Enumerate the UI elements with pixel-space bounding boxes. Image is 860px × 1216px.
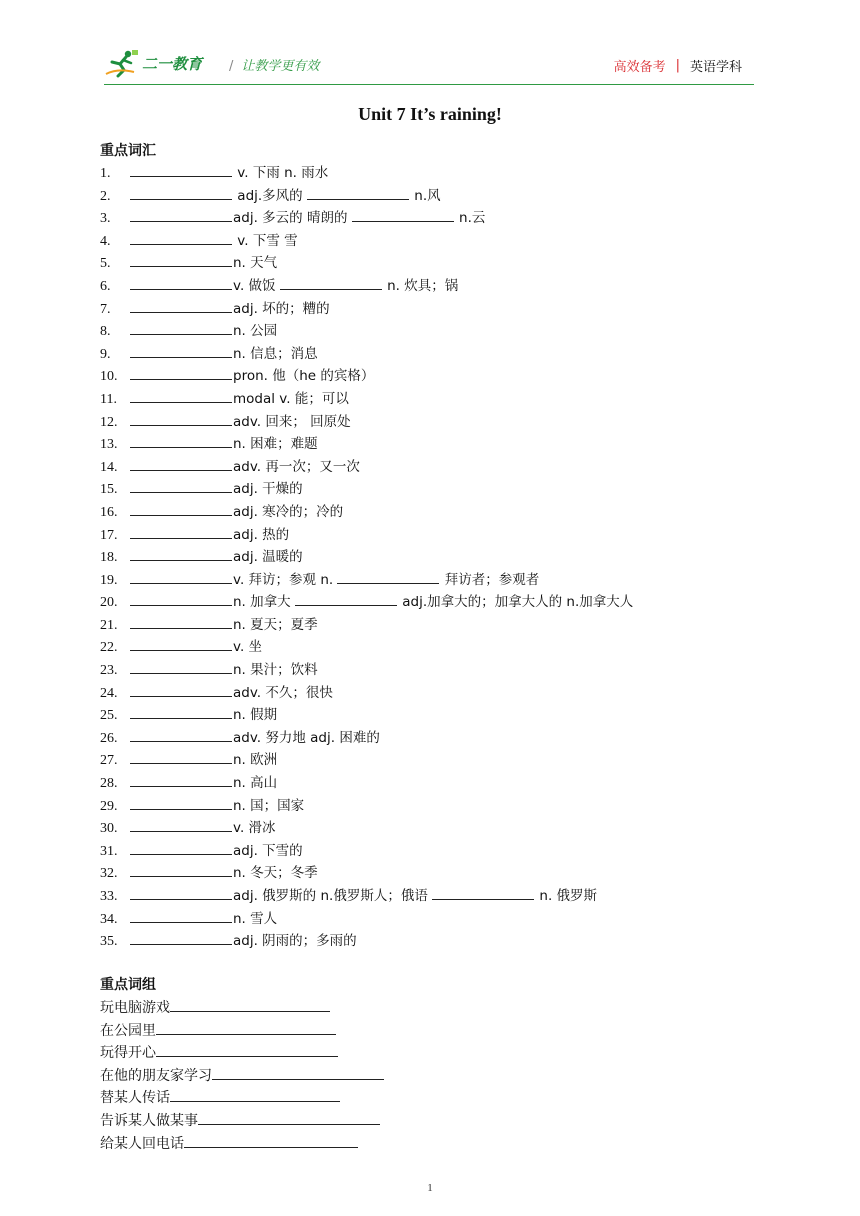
vocab-number: 28.	[100, 776, 118, 792]
vocab-item	[100, 817, 760, 840]
vocab-definition: n.云	[454, 210, 486, 227]
header-tag: 高效备考	[613, 60, 666, 75]
answer-blank[interactable]	[130, 388, 232, 403]
vocab-number: 35.	[100, 934, 118, 950]
vocab-item	[100, 230, 760, 253]
header-divider	[104, 84, 754, 85]
phrase-item	[100, 1020, 384, 1043]
vocab-number: 34.	[100, 911, 118, 927]
answer-blank[interactable]	[280, 275, 382, 290]
vocab-definition: adj. 阴雨的；多雨的	[233, 933, 357, 950]
vocab-number: 15.	[100, 482, 118, 498]
vocab-definition: n. 果汁；饮料	[233, 662, 318, 679]
vocab-number: 7.	[100, 301, 111, 317]
vocab-list	[100, 162, 760, 953]
vocab-number: 25.	[100, 708, 118, 724]
phrase-list	[100, 997, 384, 1155]
answer-blank[interactable]	[130, 930, 232, 945]
answer-blank[interactable]	[130, 411, 232, 426]
vocab-definition: n. 高山	[233, 775, 278, 792]
vocab-item	[100, 343, 760, 366]
vocab-definition: v. 坐	[233, 639, 263, 656]
answer-blank[interactable]	[130, 524, 232, 539]
answer-blank[interactable]	[212, 1065, 384, 1080]
vocab-number: 11.	[100, 391, 117, 407]
phrase-text: 告诉某人做某事	[100, 1112, 198, 1129]
vocab-item	[100, 840, 760, 863]
phrase-item	[100, 997, 384, 1020]
vocab-number: 21.	[100, 617, 118, 633]
vocab-number: 19.	[100, 572, 118, 588]
vocab-definition: n. 欧洲	[233, 752, 278, 769]
vocab-item	[100, 659, 760, 682]
answer-blank[interactable]	[130, 772, 232, 787]
phrase-text: 在公园里	[100, 1022, 156, 1039]
vocab-definition: n.风	[409, 187, 441, 204]
vocab-item	[100, 636, 760, 659]
vocab-definition: modal v. 能；可以	[233, 390, 349, 407]
answer-blank[interactable]	[184, 1133, 358, 1148]
answer-blank[interactable]	[170, 1087, 340, 1102]
vocab-definition: n. 假期	[233, 707, 278, 724]
phrase-text: 玩得开心	[100, 1045, 156, 1062]
vocab-heading: 重点词汇	[100, 143, 156, 159]
vocab-item	[100, 885, 760, 908]
vocab-number: 13.	[100, 437, 118, 453]
answer-blank[interactable]	[130, 185, 232, 200]
answer-blank[interactable]	[130, 682, 232, 697]
vocab-item	[100, 365, 760, 388]
vocab-definition: adv. 再一次；又一次	[233, 458, 360, 475]
answer-blank[interactable]	[130, 298, 232, 313]
vocab-definition: adj. 干燥的	[233, 481, 303, 498]
answer-blank[interactable]	[130, 569, 232, 584]
answer-blank[interactable]	[295, 591, 397, 606]
vocab-item	[100, 772, 760, 795]
answer-blank[interactable]	[130, 230, 232, 245]
vocab-item	[100, 682, 760, 705]
answer-blank[interactable]	[130, 433, 232, 448]
page-number: 1	[427, 1182, 433, 1194]
vocab-number: 16.	[100, 504, 118, 520]
answer-blank[interactable]	[170, 997, 330, 1012]
answer-blank[interactable]	[130, 727, 232, 742]
vocab-item	[100, 433, 760, 456]
phrase-text: 给某人回电话	[100, 1135, 184, 1152]
answer-blank[interactable]	[130, 862, 232, 877]
runner-icon	[104, 48, 140, 78]
vocab-item	[100, 411, 760, 434]
answer-blank[interactable]	[130, 275, 232, 290]
vocab-number: 12.	[100, 414, 118, 430]
answer-blank[interactable]	[130, 591, 232, 606]
vocab-number: 32.	[100, 866, 118, 882]
answer-blank[interactable]	[432, 885, 534, 900]
phrase-item	[100, 1087, 384, 1110]
vocab-definition: n. 炊具；锅	[382, 277, 459, 294]
phrase-item	[100, 1042, 384, 1065]
vocab-number: 31.	[100, 843, 118, 859]
vocab-item	[100, 591, 760, 614]
vocab-definition: v. 做饭	[233, 277, 280, 294]
answer-blank[interactable]	[130, 817, 232, 832]
vocab-item	[100, 614, 760, 637]
vocab-item	[100, 478, 760, 501]
vocab-definition: adj. 寒冷的；冷的	[233, 503, 344, 520]
vocab-definition: n. 天气	[233, 255, 278, 272]
vocab-definition: adj. 俄罗斯的 n.俄罗斯人；俄语	[233, 888, 433, 904]
vocab-number: 8.	[100, 324, 111, 340]
vocab-definition: adj. 热的	[233, 526, 290, 543]
vocab-item	[100, 207, 760, 230]
slogan	[229, 55, 319, 74]
vocab-definition: adv. 不久；很快	[233, 684, 333, 701]
vocab-number: 18.	[100, 550, 118, 566]
vocab-number: 10.	[100, 369, 118, 385]
vocab-definition: adj. 下雪的	[233, 842, 303, 859]
vocab-item	[100, 298, 760, 321]
header-right	[614, 56, 742, 75]
phrase-item	[100, 1065, 384, 1088]
vocab-number: 3.	[100, 211, 111, 227]
answer-blank[interactable]	[130, 659, 232, 674]
vocab-item	[100, 930, 760, 953]
vocab-definition: adj.加拿大的；加拿大人的 n.加拿大人	[397, 594, 634, 611]
vocab-definition: n. 困难；难题	[233, 436, 318, 453]
answer-blank[interactable]	[156, 1020, 336, 1035]
vocab-item	[100, 185, 760, 208]
vocab-item	[100, 162, 760, 185]
answer-blank[interactable]	[130, 704, 232, 719]
vocab-definition: pron. 他（he 的宾格）	[233, 368, 375, 385]
vocab-definition: n. 夏天；夏季	[233, 616, 318, 633]
vocab-item	[100, 546, 760, 569]
phrase-text: 替某人传话	[100, 1090, 170, 1107]
vocab-item	[100, 320, 760, 343]
vocab-number: 4.	[100, 233, 111, 249]
vocab-item	[100, 388, 760, 411]
answer-blank[interactable]	[130, 840, 232, 855]
vocab-item	[100, 727, 760, 750]
vocab-number: 6.	[100, 278, 111, 294]
answer-blank[interactable]	[130, 636, 232, 651]
vocab-number: 20.	[100, 595, 118, 611]
vocab-number: 29.	[100, 798, 118, 814]
answer-blank[interactable]	[130, 546, 232, 561]
vocab-item	[100, 704, 760, 727]
answer-blank[interactable]	[130, 749, 232, 764]
vocab-number: 23.	[100, 663, 118, 679]
slogan-separator: /	[229, 59, 234, 74]
vocab-definition: v. 滑冰	[233, 820, 276, 837]
vocab-definition: v. 下雨 n. 雨水	[233, 165, 329, 181]
vocab-definition: adj. 多云的 晴朗的	[233, 210, 352, 227]
vocab-item	[100, 862, 760, 885]
vocab-definition: adv. 努力地 adj. 困难的	[233, 729, 380, 746]
answer-blank[interactable]	[130, 343, 232, 358]
vocab-definition: n. 公园	[233, 323, 278, 340]
vocab-definition: v. 下雪 雪	[233, 232, 298, 249]
vocab-definition: adj. 坏的；糟的	[233, 300, 330, 317]
vocab-number: 5.	[100, 256, 111, 272]
answer-blank[interactable]	[337, 569, 439, 584]
page-title: Unit 7 It’s raining!	[358, 104, 502, 124]
vocab-number: 9.	[100, 346, 111, 362]
vocab-number: 2.	[100, 188, 111, 204]
vocab-number: 24.	[100, 685, 118, 701]
answer-blank[interactable]	[130, 162, 232, 177]
vocab-item	[100, 524, 760, 547]
logo-text: 二一教育	[142, 54, 203, 73]
vocab-item	[100, 275, 760, 298]
vocab-definition: n. 信息；消息	[233, 345, 318, 362]
answer-blank[interactable]	[130, 885, 232, 900]
phrases-heading: 重点词组	[100, 977, 156, 993]
phrase-text: 玩电脑游戏	[100, 1000, 170, 1016]
answer-blank[interactable]	[130, 252, 232, 267]
vocab-item	[100, 252, 760, 275]
vocab-item	[100, 749, 760, 772]
answer-blank[interactable]	[130, 795, 232, 810]
vocab-number: 22.	[100, 640, 118, 656]
phrase-item	[100, 1133, 384, 1156]
answer-blank[interactable]	[130, 908, 232, 923]
slogan-text: 让教学更有效	[241, 59, 320, 74]
vocab-definition: adv. 回来； 回原处	[233, 413, 351, 430]
answer-blank[interactable]	[130, 320, 232, 335]
vocab-definition: n. 雪人	[233, 910, 278, 927]
phrase-text: 在他的朋友家学习	[100, 1067, 212, 1084]
vocab-number: 33.	[100, 889, 118, 904]
vocab-item	[100, 569, 760, 592]
header-subject: 英语学科	[689, 60, 742, 75]
answer-blank[interactable]	[130, 207, 232, 222]
vocab-number: 1.	[100, 166, 111, 181]
answer-blank[interactable]	[130, 365, 232, 380]
answer-blank[interactable]	[130, 501, 232, 516]
vocab-definition: adj.多风的	[233, 187, 307, 204]
vocab-number: 27.	[100, 753, 118, 769]
vocab-definition: 拜访者；参观者	[440, 571, 540, 588]
vocab-number: 14.	[100, 459, 118, 475]
answer-blank[interactable]	[130, 456, 232, 471]
vocab-number: 30.	[100, 821, 118, 837]
vocab-number: 26.	[100, 730, 118, 746]
vocab-definition: n. 冬天；冬季	[233, 865, 318, 882]
vocab-definition: v. 拜访；参观 n.	[233, 571, 338, 588]
vocab-definition: n. 加拿大	[233, 594, 295, 611]
vocab-item	[100, 795, 760, 818]
page-header	[104, 44, 754, 86]
answer-blank[interactable]	[307, 185, 409, 200]
vocab-definition: n. 国；国家	[233, 797, 305, 814]
phrase-item	[100, 1110, 384, 1133]
answer-blank[interactable]	[130, 614, 232, 629]
answer-blank[interactable]	[352, 207, 454, 222]
answer-blank[interactable]	[130, 478, 232, 493]
vocab-item	[100, 501, 760, 524]
vocab-number: 17.	[100, 527, 118, 543]
answer-blank[interactable]	[156, 1042, 338, 1057]
vocab-definition: adj. 温暖的	[233, 549, 303, 566]
vocab-item	[100, 456, 760, 479]
answer-blank[interactable]	[198, 1110, 380, 1125]
brand-logo	[104, 44, 202, 82]
vocab-definition: n. 俄罗斯	[535, 888, 598, 904]
header-separator: |	[675, 58, 680, 73]
vocab-item	[100, 908, 760, 931]
